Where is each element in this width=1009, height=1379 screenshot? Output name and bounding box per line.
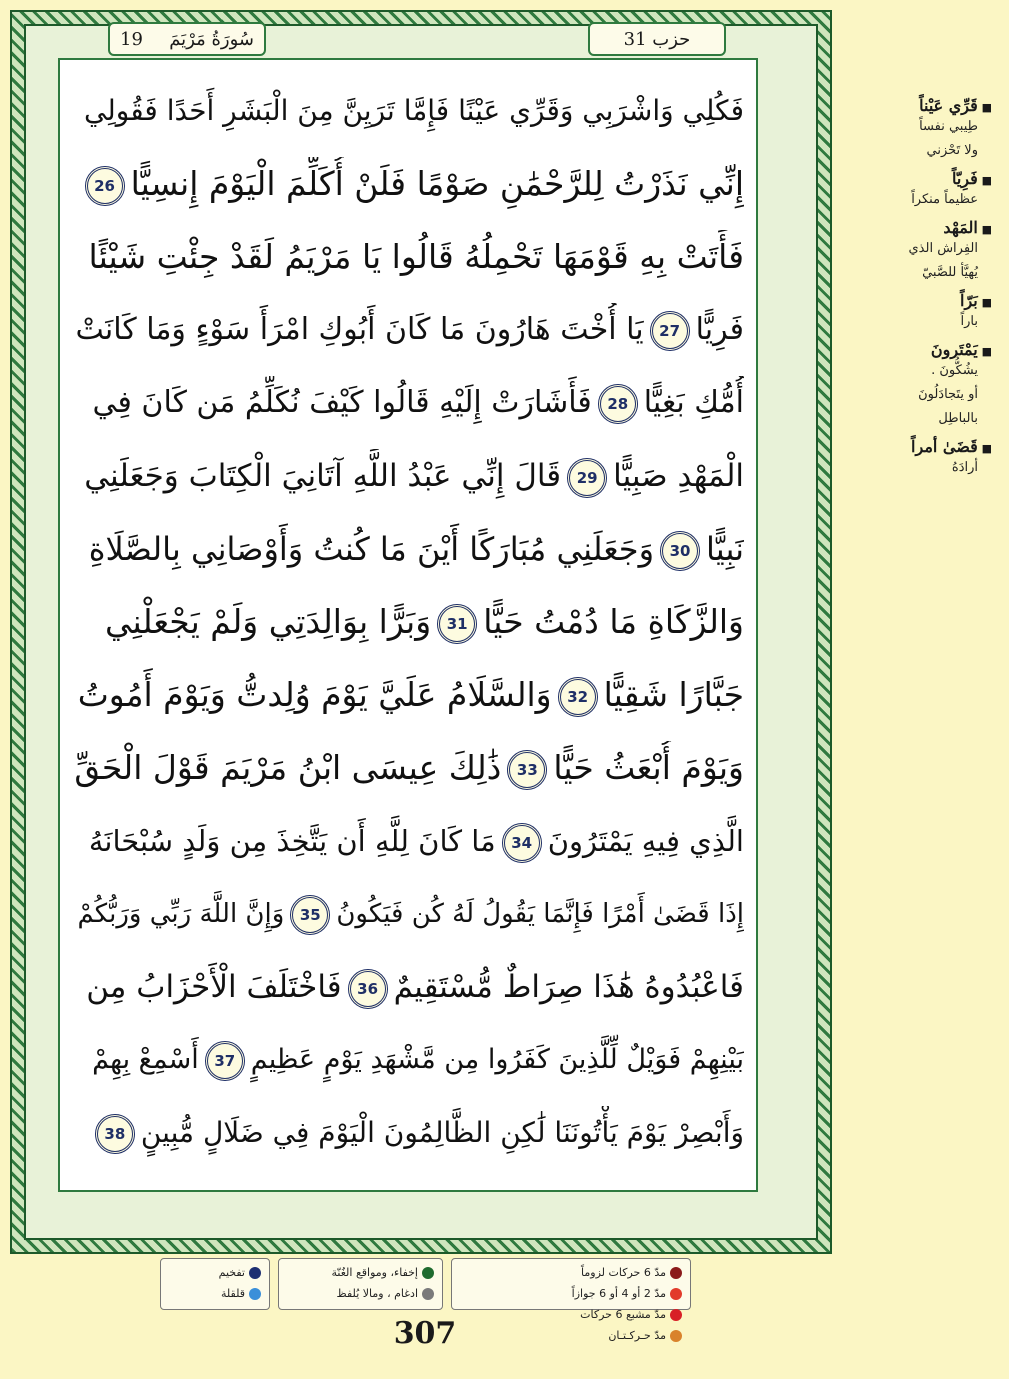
glossary-term: ■ قَرِّي عَيْناً — [842, 96, 992, 115]
ayah-number-marker: 27 — [650, 311, 690, 351]
verse-text: الَّذِي فِيهِ يَمْتَرُونَ — [547, 824, 744, 858]
verse-line — [74, 741, 744, 795]
verse-line — [74, 814, 744, 868]
legend-box-right — [451, 1258, 691, 1342]
glossary-meaning: أرادَهُ — [951, 460, 978, 475]
ayah-number-marker: 31 — [437, 604, 477, 644]
verse-text: مَا كَانَ لِلَّهِ أَن يَتَّخِذَ مِن وَلَدٍ سُبْحَانَهُ — [88, 824, 496, 858]
glossary-entry — [842, 96, 992, 163]
ayah-number-marker: 33 — [507, 750, 547, 790]
verse-text: فَرِيًّا — [695, 312, 744, 347]
legend-idgham: ادغام ، ومالا يُلفظ — [336, 1287, 418, 1300]
verse-text: نَبِيًّا — [706, 530, 744, 568]
verse-text: فَاخْتَلَفَ الْأَحْزَابُ مِن — [86, 969, 342, 1005]
verse-text: ذَٰلِكَ عِيسَى ابْنُ مَرْيَمَ قَوْلَ الْحَقِّ — [74, 748, 502, 787]
verse-line — [74, 449, 744, 503]
glossary-meaning: يشُكُّونَ . — [931, 363, 978, 378]
madd-jaiz-dot — [670, 1288, 682, 1300]
glossary-term: ■ قَضَىٰ أمراً — [842, 437, 992, 456]
legend-qalqala: قلقلة — [220, 1287, 245, 1300]
qalqala-dot — [249, 1288, 261, 1300]
glossary-term: ■ يَمْتَرونَ — [842, 340, 992, 359]
verse-line — [74, 303, 744, 357]
ikhfa-dot — [422, 1267, 434, 1279]
glossary-meaning: ولا تَحْزني — [926, 143, 978, 158]
glossary-meaning: بالباطِل — [938, 411, 978, 426]
legend-box-middle — [278, 1258, 443, 1310]
madd-haraka-dot — [670, 1330, 682, 1342]
verse-line — [74, 522, 744, 576]
ayah-number-marker: 36 — [348, 969, 388, 1009]
verse-line — [74, 376, 744, 430]
ayah-number-marker: 29 — [567, 458, 607, 498]
verse-text: يَا أُخْتَ هَارُونَ مَا كَانَ أَبُوكِ امْرَأَ سَوْءٍ وَمَا كَانَتْ — [75, 312, 644, 347]
glossary-entry — [842, 437, 992, 480]
glossary-meaning: عظيماً منكراً — [911, 192, 978, 207]
legend-madd-haraka: مدّ حـركـتـان — [608, 1329, 666, 1342]
glossary-entry — [842, 218, 992, 285]
glossary-term: ■ فَرِيّاً — [842, 169, 992, 188]
verse-text: أُمُّكِ بَغِيًّا — [643, 385, 744, 420]
madd-lazim-dot — [670, 1267, 682, 1279]
surah-number: 19 — [120, 28, 143, 50]
ayah-number-marker: 32 — [558, 677, 598, 717]
legend-box-left — [160, 1258, 270, 1310]
verse-text: قَالَ إِنِّي عَبْدُ اللَّهِ آتَانِيَ الْكِتَابَ وَجَعَلَنِي — [84, 458, 562, 494]
surah-header — [108, 22, 266, 56]
hizb-header — [588, 22, 726, 56]
glossary-meaning: طِيبي نفساً — [919, 119, 978, 134]
verse-line — [74, 595, 744, 649]
glossary-term: ■ بَرّاً — [842, 291, 992, 310]
verse-text: وَالزَّكَاةِ مَا دُمْتُ حَيًّا — [483, 602, 744, 641]
verse-text: إِذَا قَضَىٰ أَمْرًا فَإِنَّمَا يَقُولُ لَهُ كُن فَيَكُونُ — [336, 899, 744, 929]
surah-name: سُورَةُ مَرْيَمَ — [169, 28, 254, 50]
legend-tafkhim: تفخيم — [218, 1266, 245, 1279]
verse-text: فَأَتَتْ بِهِ قَوْمَهَا تَحْمِلُهُ قَالُوا يَا مَرْيَمُ لَقَدْ جِئْتِ شَيْئًا — [88, 237, 744, 276]
glossary-meaning: يُهيَّأ للصَّبيّ — [922, 265, 978, 280]
page-number: 307 — [393, 1316, 457, 1351]
glossary-meaning: الفِراش الذي — [908, 241, 978, 256]
verse-text: وَجَعَلَنِي مُبَارَكًا أَيْنَ مَا كُنتُ وَأَوْصَانِي بِالصَّلَاةِ — [88, 530, 655, 568]
idgham-dot — [422, 1288, 434, 1300]
ayah-number-marker: 34 — [502, 823, 542, 863]
glossary-meaning: أو يتَجادَلُونَ — [918, 387, 978, 402]
verse-text: جَبَّارًا شَقِيًّا — [603, 675, 744, 714]
verse-text: وَبَرًّا بِوَالِدَتِي وَلَمْ يَجْعَلْنِي — [105, 602, 432, 641]
glossary-sidebar — [842, 96, 992, 486]
verse-line — [74, 157, 744, 211]
verse-text: وَأَبْصِرْ يَوْمَ يَأْتُونَنَا لَٰكِنِ الظَّالِمُونَ الْيَوْمَ فِي ضَلَالٍ مُّبِينٍ — [140, 1116, 744, 1149]
verse-text: وَيَوْمَ أُبْعَثُ حَيًّا — [553, 748, 744, 787]
verse-text: بَيْنِهِمْ فَوَيْلٌ لِّلَّذِينَ كَفَرُوا مِن مَّشْهَدِ يَوْمٍ عَظِيمٍ — [250, 1044, 744, 1075]
glossary-entry — [842, 169, 992, 212]
ayah-number-marker: 35 — [290, 895, 330, 935]
verse-line — [74, 1106, 744, 1160]
verse-line — [74, 887, 744, 941]
verse-text: فَأَشَارَتْ إِلَيْهِ قَالُوا كَيْفَ نُكَلِّمُ مَن كَانَ فِي — [92, 385, 592, 420]
legend-ikhfa: إخفاء، ومواقع الغُنّة — [331, 1266, 418, 1279]
hizb-label: حزب 31 — [623, 28, 691, 50]
verse-text: أَسْمِعْ بِهِمْ — [92, 1044, 199, 1075]
ayah-number-marker: 38 — [95, 1114, 135, 1154]
verse-line — [74, 668, 744, 722]
glossary-entry — [842, 291, 992, 334]
verse-text: فَاعْبُدُوهُ هَٰذَا صِرَاطٌ مُّسْتَقِيمٌ — [393, 969, 744, 1005]
verse-line — [74, 960, 744, 1014]
glossary-term: ■ المَهْد — [842, 218, 992, 237]
legend-madd-mushbaa: مدّ مشبع 6 حركات — [580, 1308, 666, 1321]
legend-madd-jaiz: مدّ 2 أو 4 أو 6 جوازاً — [571, 1287, 666, 1300]
ayah-number-marker: 28 — [598, 384, 638, 424]
verse-line — [74, 230, 744, 284]
verse-text: إِنِّي نَذَرْتُ لِلرَّحْمَٰنِ صَوْمًا فَلَنْ أُكَلِّمَ الْيَوْمَ إِنسِيًّا — [130, 164, 744, 203]
verse-text: الْمَهْدِ صَبِيًّا — [613, 458, 744, 494]
glossary-entry — [842, 340, 992, 431]
madd-mushbaa-dot — [670, 1309, 682, 1321]
verse-text: فَكُلِي وَاشْرَبِي وَقَرِّي عَيْنًا فَإِمَّا تَرَيِنَّ مِنَ الْبَشَرِ أَحَدًا فَقُولِي — [83, 94, 744, 127]
ayah-number-marker: 37 — [205, 1041, 245, 1081]
ayah-number-marker: 26 — [85, 166, 125, 206]
glossary-meaning: باراً — [960, 314, 978, 329]
verse-text: وَإِنَّ اللَّهَ رَبِّي وَرَبُّكُمْ — [77, 899, 285, 929]
legend-madd-lazim: مدّ 6 حركات لزوماً — [581, 1266, 666, 1279]
verse-text: وَالسَّلَامُ عَلَيَّ يَوْمَ وُلِدتُّ وَيَوْمَ أَمُوتُ — [77, 675, 552, 714]
tafkhim-dot — [249, 1267, 261, 1279]
ayah-number-marker: 30 — [660, 531, 700, 571]
verse-line — [74, 1033, 744, 1087]
verse-line — [74, 84, 744, 138]
